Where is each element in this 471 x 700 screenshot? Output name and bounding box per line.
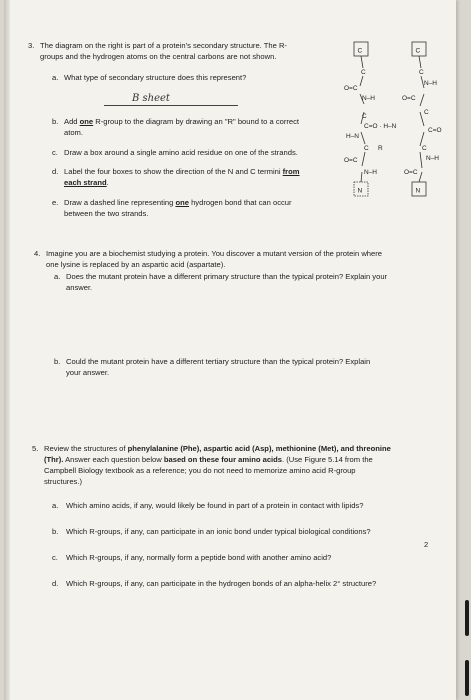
q3e-pre: Draw a dashed line representing (64, 198, 176, 207)
atom-o-eq-c-1: O=C (344, 85, 358, 92)
page-number: 2 (424, 540, 429, 549)
q5-line2-mid: Answer each question below (63, 455, 164, 464)
q5-line2-post: . (Use Figure 5.14 from the (282, 455, 373, 464)
q3e-emphasis: one (175, 198, 189, 207)
q5c-text: Which R-groups, if any, normally form a peptide bond with another amino acid? (66, 553, 332, 562)
q5-line1 (44, 443, 391, 454)
atom-o-eq-c-2: O=C (402, 95, 416, 102)
page-edge-shadow (4, 0, 10, 700)
q5b-text: Which R-groups, if any, can participate in an ionic bond under typical biological conditions? (66, 527, 371, 536)
atom-n-h-1: N–H (362, 95, 376, 102)
binder-ring-edge-2 (465, 660, 469, 696)
q3b-pre: Add (64, 117, 80, 126)
q3a-text: What type of secondary structure does this represent? (64, 73, 247, 82)
box-bottom-right-label: N (415, 187, 421, 195)
q3c-text: Draw a box around a single amino acid residue on one of the strands. (64, 148, 298, 157)
q3d-pre: Label the four boxes to show the direction of the N and C termini (64, 167, 283, 176)
atom-n-h-4: N–H (426, 155, 440, 162)
q5-line3: Campbell Biology textbook as a reference; you do not need to memorize amino acid R-group (44, 466, 356, 475)
q3d-line2 (64, 177, 109, 188)
box-top-right-label: C (415, 47, 421, 55)
q5-line4: structures.) (44, 477, 82, 486)
atom-n-h-2: N–H (424, 80, 438, 87)
q4-number: 4. (34, 249, 41, 258)
worksheet-page (4, 0, 456, 700)
q4b-line2: your answer. (66, 368, 110, 377)
binder-ring-edge-1 (465, 600, 469, 636)
atom-h-n: H–N (346, 133, 360, 140)
q3-line2: groups and the hydrogen atoms on the central carbons are not shown. (40, 52, 277, 61)
atom-c-1: C (361, 69, 366, 76)
atom-c-4: C (424, 109, 429, 116)
q5-line2 (44, 454, 373, 465)
atom-c-eq-o-h-n: C=O · H–N (364, 123, 397, 130)
q4a-line1: Does the mutant protein have a different primary structure than the typical protein? Explain your (66, 272, 388, 281)
bond-left-2 (360, 76, 363, 86)
q3-number: 3. (28, 41, 35, 50)
beta-sheet-svg (342, 36, 452, 208)
q3d-label: d. (52, 167, 59, 176)
atom-c-3: C (362, 113, 367, 120)
q5-number: 5. (32, 444, 39, 453)
q5-line2-bold1: (Thr). (44, 455, 64, 464)
q5-line1-bold: phenylalanine (Phe), aspartic acid (Asp), methionine (Met), and threonine (127, 444, 391, 453)
q3e-post: hydrogen bond that can occur (188, 198, 292, 207)
q4a-label: a. (54, 272, 61, 281)
q4b-line1: Could the mutant protein have a different tertiary structure than the typical protein? Explain (66, 357, 371, 366)
bond-right-6 (420, 152, 422, 168)
q3-line1: The diagram on the right is part of a protein's secondary structure. The R- (40, 41, 287, 50)
box-top-left-label: C (357, 47, 363, 55)
q3a-label: a. (52, 73, 59, 82)
q5d-label: d. (52, 579, 59, 588)
atom-n-h-3: N–H (364, 169, 378, 176)
bond-left-7 (361, 172, 362, 182)
bond-left-1 (361, 56, 363, 68)
q3d-post: . (106, 178, 109, 187)
atom-o-eq-c-4: O=C (404, 169, 418, 176)
q3b-emphasis: one (79, 117, 94, 126)
atom-o-eq-c-3: O=C (344, 157, 358, 164)
q3e-text (64, 197, 292, 208)
q3c-label: c. (52, 148, 58, 157)
q5c-label: c. (52, 553, 58, 562)
q3d-emphasis-each-strand: each strand (64, 178, 107, 187)
atom-c-5: C (364, 145, 369, 152)
atom-c-2: C (419, 69, 424, 76)
atom-c-eq-o: C=O (428, 127, 442, 134)
bond-right-3 (420, 94, 424, 106)
q3d-emphasis-from: from (282, 167, 300, 176)
atom-r-group: R (378, 145, 383, 152)
q3d-text (64, 166, 300, 177)
bond-right-1 (419, 56, 421, 68)
beta-sheet-diagram (342, 36, 452, 208)
q3b-label: b. (52, 117, 59, 126)
atom-c-6: C (422, 145, 427, 152)
q4-line1: Imagine you are a biochemist studying a protein. You discover a mutant version of the protein where (46, 249, 383, 258)
q5-line1-pre: Review the structures of (44, 444, 128, 453)
q3a-handwritten-answer: B sheet (132, 93, 170, 104)
q5d-text: Which R-groups, if any, can participate in the hydrogen bonds of an alpha-helix 2° structure? (66, 579, 377, 588)
q3b-line2: atom. (64, 128, 83, 137)
q5a-text: Which amino acids, if any, would likely be found in part of a protein in contact with lipids? (66, 501, 364, 510)
q4b-label: b. (54, 357, 61, 366)
q3e-line2: between the two strands. (64, 209, 149, 218)
q4-line2: one lysine is replaced by an aspartic acid (aspartate). (46, 260, 226, 269)
q3b-text (64, 116, 299, 127)
bond-right-5 (420, 132, 424, 146)
q3e-label: e. (52, 198, 59, 207)
q3b-post: R-group to the diagram by drawing an "R" bound to a correct (93, 117, 300, 126)
q3a-answer-line (104, 105, 238, 106)
box-bottom-left-label: N (357, 187, 363, 195)
bond-right-7 (419, 172, 422, 182)
q4a-line2: answer. (66, 283, 93, 292)
q5a-label: a. (52, 501, 59, 510)
q5-line2-bold2: based on these four amino acids (163, 455, 283, 464)
bond-left-6 (362, 152, 365, 166)
bond-left-5 (361, 132, 365, 144)
q5b-label: b. (52, 527, 59, 536)
